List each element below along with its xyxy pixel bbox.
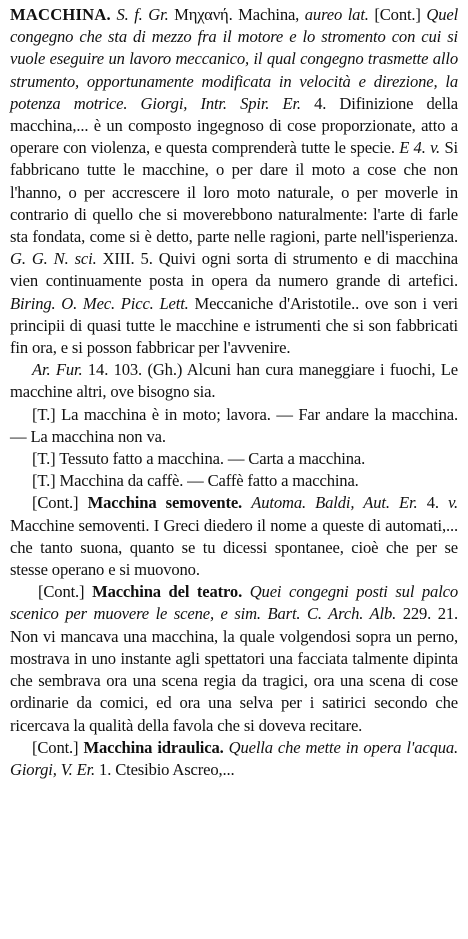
citation-2-number: XIII. 5. — [102, 249, 153, 269]
citation-1-text: Difinizione della macchina,... è un composto ingegnoso di cose proporzionate, atto a operare con violenza, e questa comprenderà tutte le specie. — [10, 93, 459, 158]
idraulica-tag: [Cont.] — [32, 737, 79, 757]
citation-2-ref: G. G. N. sci. — [10, 249, 97, 269]
idraulica-headword: Macchina idraulica. — [83, 737, 224, 757]
tuscan-tag: [T.] — [32, 471, 56, 491]
semovente-definition: Automa. Baldi, Aut. Er. — [251, 493, 418, 513]
citation-3-ref: Biring. O. Mec. Picc. Lett. — [10, 293, 189, 313]
citation-1-number: 4. — [314, 93, 327, 113]
citation-1-ref: E 4. v. — [399, 138, 441, 158]
semovente-ref-v: v. — [448, 493, 459, 513]
tuscan-paragraph-1 — [10, 404, 458, 448]
entry-latin-word: Machina, — [238, 5, 300, 24]
ariosto-paragraph — [10, 359, 458, 403]
tuscan-tag: [T.] — [32, 404, 56, 424]
entry-paragraph — [10, 4, 458, 359]
ariosto-text: Alcuni han cura maneggiare i fuochi, Le macchine altri, ove bisogno sia. — [10, 360, 458, 402]
entry-headword: MACCHINA. — [10, 5, 111, 24]
tuscan-tag: [T.] — [32, 449, 56, 469]
idraulica-definition: Quella che mette in opera l'acqua. Giorgi, V. Er. — [10, 737, 459, 779]
entry-grammar: S. f. Gr. — [116, 5, 169, 24]
tuscan-paragraph-2 — [10, 448, 458, 470]
entry-latin-note: aureo lat. — [304, 5, 369, 24]
tuscan-text: Tessuto fatto a macchina. — Carta a macchina. — [59, 449, 366, 469]
idraulica-paragraph — [10, 737, 458, 781]
entry-cont-tag: [Cont.] — [374, 5, 421, 24]
semovente-text: Macchine semoventi. I Greci diedero il nome a queste di automati,... che tanto suona, quanto se tu dicessi spontanee, cioè che per se stesse operano e si muovono. — [10, 515, 458, 580]
ariosto-number: 14. 103. (Gh.) — [87, 360, 183, 380]
tuscan-text: Macchina da caffè. — Caffè fatto a macchina. — [59, 471, 359, 491]
idraulica-number: 1. — [99, 759, 112, 779]
tuscan-paragraph-3 — [10, 470, 458, 492]
tuscan-text: La macchina è in moto; lavora. — Far andare la macchina. — La macchina non va. — [10, 404, 459, 446]
teatro-tag: [Cont.] — [38, 582, 85, 602]
ariosto-ref: Ar. Fur. — [32, 360, 83, 380]
teatro-headword: Macchina del teatro. — [92, 582, 243, 602]
dictionary-page — [10, 4, 458, 781]
teatro-definition: Quei congegni posti sul palco scenico per muovere le scene, e sim. Bart. C. Arch. Alb. — [10, 582, 459, 624]
entry-greek: Μηχανή. — [174, 5, 233, 24]
teatro-paragraph — [10, 581, 458, 736]
teatro-number: 229. 21. — [402, 604, 459, 624]
idraulica-text: Ctesibio Ascreo,... — [115, 759, 235, 779]
citation-2-text: Quivi ogni sorta di strumento e di macchina vien continuamente posta in opera da numero grande di artefici. — [10, 249, 459, 291]
semovente-headword: Macchina semovente. — [87, 493, 243, 513]
citation-3-text: Meccaniche d'Aristotile.. ove son i veri principii di quasi tutte le macchine e istrumenti che si son fabbricati fin ora, e si posson fabbricar per l'avvenire. — [10, 293, 459, 358]
semovente-paragraph — [10, 492, 458, 581]
semovente-tag: [Cont.] — [32, 493, 79, 513]
semovente-number: 4. — [426, 493, 439, 513]
entry-definition: Quel congegno che sta di mezzo fra il motore e lo stromento con cui si vuole eseguire un lavoro meccanico, il qual congegno trasmette allo strumento, opportunamente modificata in velocità e direzione, la potenza motrice. Giorgi, Intr. Spir. Er. — [10, 5, 459, 113]
teatro-text: Non vi mancava una macchina, la quale volgendosi sopra un perno, mostrava in uno instante agli spettatori una facciata talmente dipinta che sembrava ora una scena regia da tragici, ora una scena di cose ordinarie da comici, ed ora una selva per i satirici secondo che ricercava la qualità della favola che si doveva recitare. — [10, 626, 458, 735]
citation-1-text-2: Si fabbricano tutte le macchine, o per dare il moto a cose che non l'hanno, o per accrescere il loro moto naturale, o per moverle in contrario di quello che si moverebbono naturalmente: l'arte di farle sta fondata, come si è detto, parte nelle ragioni, parte nell'isperienza. — [10, 138, 458, 247]
